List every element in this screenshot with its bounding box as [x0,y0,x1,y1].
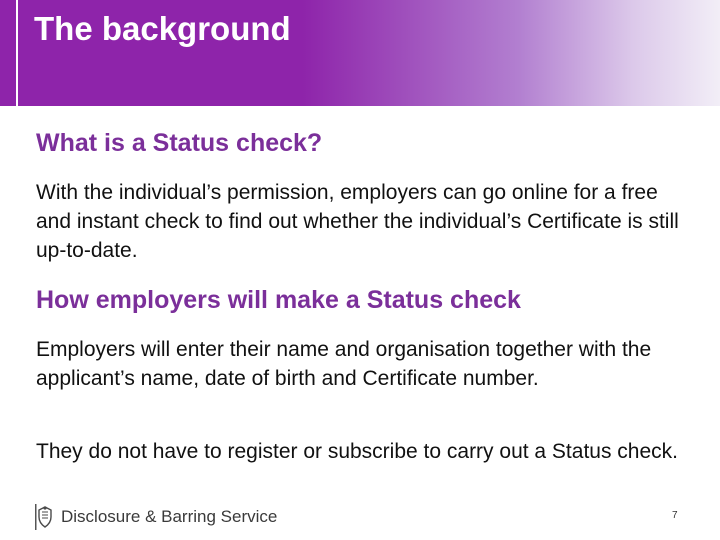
slide-title: The background [34,10,291,47]
section-paragraph: Employers will enter their name and organisation together with the applicant’s name, date of birth and Certificate number. [36,338,652,390]
royal-crest-icon [35,504,55,530]
page-number: 7 [672,510,678,521]
header-left-divider [16,0,18,106]
logo-text: Disclosure & Barring Service [61,507,278,526]
section-heading-status-check: What is a Status check? [36,129,323,157]
section-paragraph: With the individual’s permission, employers can go online for a free and instant check to find out whether the individual’s Certificate is still up-to-date. [36,181,679,262]
dbs-logo [35,503,277,531]
section-heading-how-employers: How employers will make a Status check [36,286,521,314]
section-paragraph: They do not have to register or subscribe to carry out a Status check. [36,440,678,463]
